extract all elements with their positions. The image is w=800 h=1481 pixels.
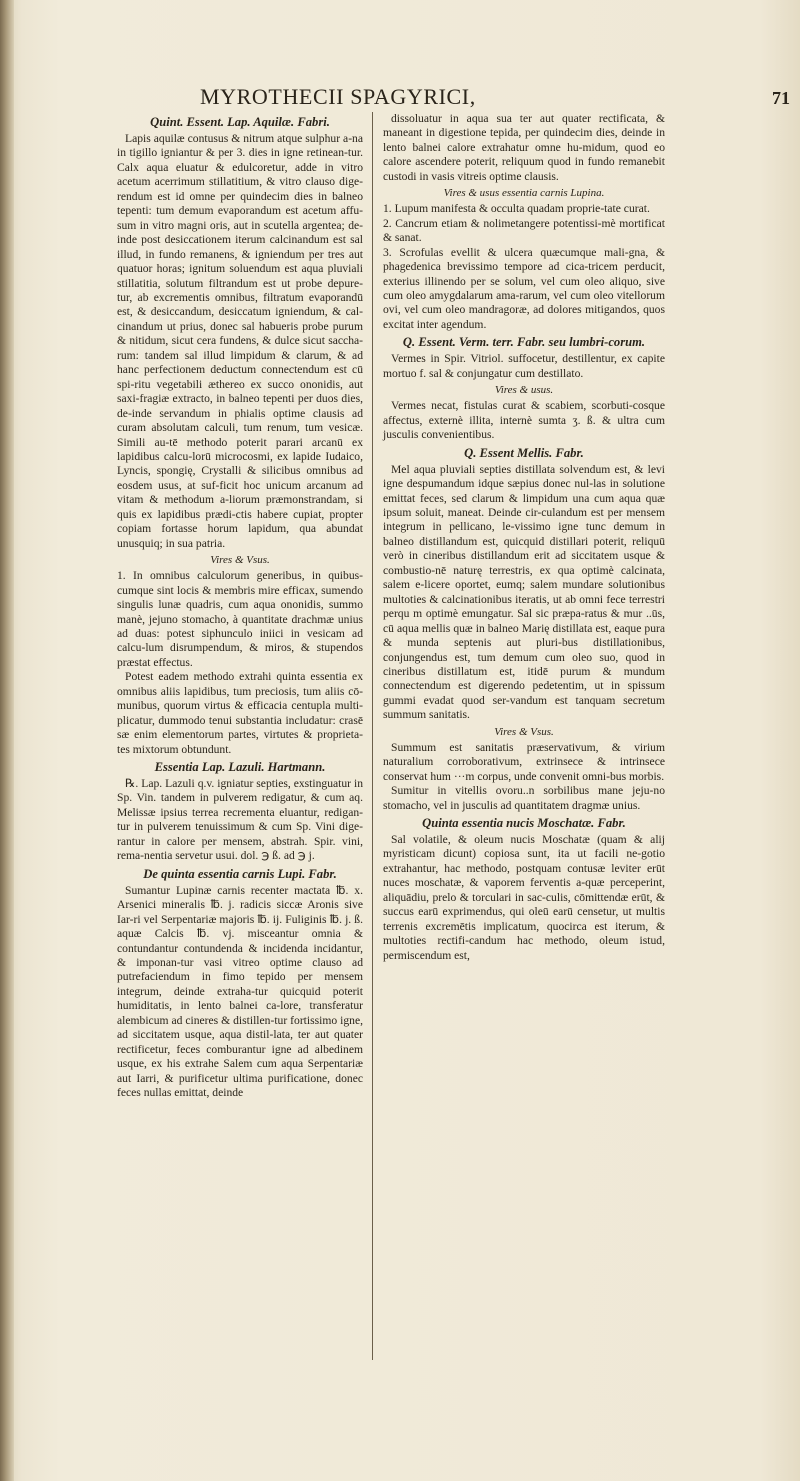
section-heading: Q. Essent. Verm. terr. Fabr. seu lumbri-corum.: [402, 335, 646, 350]
paragraph: ℞. Lap. Lazuli q.v. igniatur septies, exstinguatur in Sp. Vin. tandem in pulverem redigatur, & cum aq. Melissæ ipsius terrea recrementa eluantur, redigan-tur in pulverem tenuissimum & cum Sp. Vini dige-rantur in calore per mensem, abstrah. Spir. vini, rema-nentia servetur usui. dol. ℈ ß. ad ℈ j.: [117, 777, 363, 863]
column-divider: [372, 112, 373, 1360]
paragraph: Summum est sanitatis præservativum, & virium naturalium corroborativum, extrinsece & intrinsece conservat hum ···m corpus, unde convenit omni-bus morbis.: [383, 740, 665, 783]
paragraph: 1. Lupum manifesta & occulta quadam proprie-tate curat.: [383, 202, 650, 216]
section-heading: Quinta essentia nucis Moschatæ. Fabr.: [422, 816, 626, 831]
paragraph: Vermes in Spir. Vitriol. suffocetur, destillentur, ex capite mortuo f. sal & conjungatur cum destillato.: [383, 352, 665, 380]
paragraph: Potest eadem methodo extrahi quinta essentia ex omnibus aliis lapidibus, tum preciosis, tum aliis cō-munibus, quorum virtus & efficacia centupla multi-plicatur, dummodo tenui substantia includatur: crasē sæ enim elementorum partes, virtutes & proprieta-tes mixtorum obtundunt.: [117, 670, 363, 756]
page-number: 71: [772, 88, 790, 108]
book-binding-edge: [0, 0, 14, 1481]
section-heading: Essentia Lap. Lazuli. Hartmann.: [154, 760, 326, 775]
section-heading: De quinta essentia carnis Lupi. Fabr.: [143, 866, 337, 881]
page-header: [200, 84, 790, 114]
paragraph: Sumitur in vitellis ovoru..n sorbilibus mane jeju-no stomacho, vel in jusculis ad quantitatem dragmæ unius.: [383, 784, 665, 812]
subheading: Vires & usus essentia carnis Lupina.: [443, 187, 605, 200]
subheading: Vires & usus.: [494, 384, 554, 397]
right-column: [383, 112, 665, 963]
paragraph: Mel aqua pluviali septies distillata solvendum est, & levi igne despumandum idque sæpius donec nul-las in solutione emittat feces, sed clarum & limpidum una cum aqua quæ ipsum soluit, maneat. Deinde cir-culandum est per mensem integrum in pellicano, le-vissimo igne tunc demum in balneo distillandum est, quicquid distillari poterit, reliquū verò in cineribus distillandum erit ad siccitatem usque & combustio-nē naturę terrestris, ex qua optimè calcinata, salem e-licere oportet, eumq; salem mundare solutionibus multoties & calcinationibus iteratis, ut ab omni fece terrestri perqu m optimè emungatur. Sal sic præpa-ratus & mur ..ūs, cū aqua mellis quæ in balneo Marię distillata est, eaque pura & munda septenis aut pluri-bus distillationibus, conjungendus est, tum demum cum oleo suo, quod in cineribus distillatum est, itidē purum & mundum connectendum est digerendo pedetentim, ut in spissum gummi evadat quod ser-vandum est tanquam secretum summum sanitatis.: [383, 462, 665, 722]
left-column: [117, 112, 363, 1101]
paragraph: 1. In omnibus calculorum generibus, in quibus-cumque sint locis & membris mire efficax, sumendo singulis lunæ quadris, cum aqua ononidis, summo manè, jejuno stomacho, à quantitate drachmæ unius ad duas: potest siphunculo iniici in vesicam ad calcu-lum disrumpendum, & miros, & stupendos præstat effectus.: [117, 569, 363, 669]
subheading: Vires & Vsus.: [210, 554, 270, 567]
section-heading: Q. Essent Mellis. Fabr.: [464, 445, 584, 460]
running-title: MYROTHECII SPAGYRICI,: [200, 84, 476, 109]
paragraph: Sal volatile, & oleum nucis Moschatæ (quam & alij myristicam dicunt) copiosa sunt, ita ut facili ne-gotio extrahantur, hac methodo, postquam contusæ leviter erūt nuces moschatæ, & vaporem ferventis a-quæ perceperint, aliquādiu, prelo & torculari in sac-culis, cōmittendæ erūt, & succus earū exprimendus, qui oleū earū censetur, ut multis terrenis excremētis implicatum, quocirca est iterum, & multoties rectifi-candum hac methodo, oleum istud, permiscendum est,: [383, 833, 665, 962]
subheading: Vires & Vsus.: [494, 725, 554, 738]
paragraph: Sumantur Lupinæ carnis recenter mactata ℔. x. Arsenici mineralis ℔. j. radicis siccæ Aronis sive Iar-ri vel Serpentariæ majoris ℔. ij. Fuliginis ℔. j. ß. aquæ Calcis ℔. vj. misceantur omnia & contundantur contundenda & incidenda incidantur, & imponan-tur vasi vitreo optime clauso ad putrefaciendum in fimo tepido per mensem integrum, deinde extraha-tur quicquid poterit humiditatis, in lento balnei ca-lore, transferatur alembicum ad cineres & distillen-tur fortissimo igne, ad siccitatem usque, aqua distil-lata, ter aut quater rectificetur, feces comburantur igne ad albedinem usque, ex his extrahe Salem cum aqua Serpentariæ aut Iarri, & purificetur ultima purificatione, donec feces nullas emittat, deinde: [117, 883, 363, 1100]
paragraph: Vermes necat, fistulas curat & scabiem, scorbuti-cosque affectus, externè illita, internè sumta ʒ. ß. & ultra cum jusculis convenientibus.: [383, 399, 665, 442]
paragraph: Lapis aquilæ contusus & nitrum atque sulphur a-na in tigillo igniantur & per 3. dies in igne retinean-tur. Calx aqua eluatur & edulcoretur, adde in vitro acetum acerrimum stillatitium, & vitro clauso dige-rendum est id omne per quindecim dies in balneo tepenti: tum demum evaporandum est acetum affu-sum in vitro magni oris, aut in scutella argentea; de-inde post desiccationem iterum calcinandum est sal illud, in fundo remanens, & igniendum per tres aut quatuor horas; ignitum soluendum est aqua pluviali stillatitia, solutum filtrandum est ut probe depure-tur, ab excrementis omnibus, filtratum evaporandū est, & desiccandum, desiccatum igniendum, & cal-cinandum ut prius, donec sal habueris probe purum & nitidum, sicut cera fundens, & dulce sicut saccha-rum: tandem sal illud limpidum & clarum, & ad hanc perfectionem deductum connectendum est cū spi-ritu vegetabili æthereo ex succo ononidis, aut saxi-fragiæ extracto, in balneo tepenti per duos dies, de-inde servandum in phialis optime clausis ad curam absolutam calculi, tum renum, tum vesicæ. Simili au-tē methodo poterit parari arcanū ex lapidibus calcu-lorū microcosmi, ex lapide Iudaico, Lyncis, spongię, Crystalli & silicibus omnibus ad eosdem usus, at suf-ficit hoc unicum arcanum ad vitam & methodum a-liorum præmonstrandam, si quis ex lapidibus prædi-ctis habere cupiat, propter copiam fortasse horum lapidum, qua abundat unusquiq; in sua patria.: [117, 132, 363, 550]
paragraph: 3. Scrofulas evellit & ulcera quæcumque mali-gna, & phagedenica brevissimo tempore ad cica-tricem perducit, exterius illinendo per se solum, vel cum oleo aliquo, sive cum oleo amygdalarum ama-rarum, vel cum oleo vitellorum ovi, vel cum oleo mandragoræ, ad dolores mitigandos, quos excitat inter agendum.: [383, 245, 665, 331]
section-heading: Quint. Essent. Lap. Aquilæ. Fabri.: [150, 115, 330, 129]
paragraph: 2. Cancrum etiam & nolimetangere potentissi-mè mortificat & sanat.: [383, 216, 665, 245]
paragraph: dissoluatur in aqua sua ter aut quater rectificata, & maneant in digestione tepida, per quindecim dies, deinde in lento balnei calore extrahatur omne hu-midum, quod eo calore ascendere poterit, reliquum quod in fundo remanebit custodi in vasis vitreis optime clausis.: [383, 112, 665, 183]
